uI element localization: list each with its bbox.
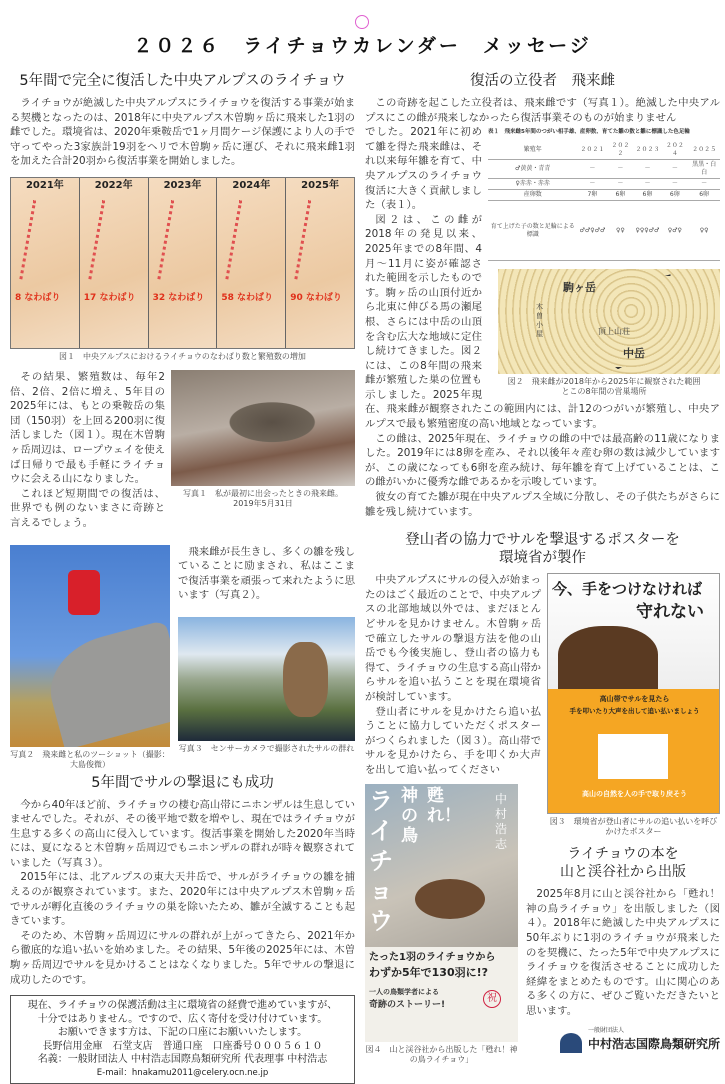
paragraph: そのため、木曽駒ヶ岳周辺にサルの群れが上がってきたら、2021年から徹底的な追い払いを始めました。その結果、5年後の2025年には、木曽駒ヶ岳周辺でサルを見かけることはなくなりました。5年でサルの撃退に成功したのです。 <box>10 929 355 986</box>
donation-line: 十分ではありません。ですので、広く寄付を受け付けています。 <box>37 1013 328 1025</box>
book-tagline: たった1羽のライチョウから <box>369 951 496 963</box>
book-title: 甦れ！ <box>427 785 461 826</box>
figure2-caption: 図２ 飛来雌が2018年から2025年に観察された範囲とこの8年間の営巣場所 <box>507 377 701 397</box>
territory-count: 90 なわばり <box>290 292 342 303</box>
heading-line: 登山者の協力でサルを撃退するポスターを <box>405 532 680 549</box>
institute-logo <box>560 1027 720 1059</box>
table1 <box>488 128 720 261</box>
poster-figure <box>547 573 720 837</box>
figure-range-map <box>498 269 720 374</box>
territory-count: 58 なわばり <box>221 292 274 303</box>
paragraph: 図２は、この雌が2018年の発見以来、2025年までの8年間、4月～11月に姿が確認された範囲を示したものです。駒ヶ岳の山頂付近から北東に伸びる馬の瀬尾根、さらには中岳の山頂を含む広大な地域に定住し続けてきました。図２には、この8年間の飛来雌が繁殖した巣の位置も示しました。2025年現在、飛来雌が観察されたこの範囲内には、計12のつがいが繁殖し、中央アルプスで最も繁殖密度の高い地域となっています。 <box>365 213 720 431</box>
female-section <box>365 125 720 519</box>
bird-logo-icon <box>560 1033 582 1053</box>
book-title: 神の鳥 <box>401 785 418 846</box>
heading-monkey: 5年間でサルの撃退にも成功 <box>91 774 274 791</box>
donation-line: お願いできます方は、下記の口座にお願いいたします。 <box>57 1027 308 1039</box>
paragraph: 中央アルプスにサルの侵入が始まったのはごく最近のことで、中央アルプスの北部地域以外では、まだほとんどサルを見かけません。木曽駒ヶ岳で確立したサルの撃退方法を他の山岳でも今後実施し、登山者の協力も得て、ライチョウの生息する高山帯からサルを追い払うことを現在環境省が検討しています。 <box>365 574 542 703</box>
table-title: 表１ 飛来雌5年間のつがい相手雄、産卵数、育てた雛の数と雛に標識した色足輪 <box>488 129 690 136</box>
figure-territory-maps <box>10 177 355 349</box>
paragraph: 2025年8月に山と渓谷社から「甦れ！神の鳥ライチョウ」を出版しました（図４）。2018年に絶滅した中央アルプスに50年ぶりに1羽のライチョウが飛来したのを契機に、たった5年で中央アルプスにライチョウを復活させることに成功した経緯をまとめたものです。山に関心のある多くの方に、ぜひご覧いただきたいと思います。 <box>526 888 720 1017</box>
bank-account: 長野信用金庫 石堂支店 普通口座 口座番号０００５６１０ <box>42 1040 323 1052</box>
photo3-block <box>178 545 355 754</box>
photo3-caption: 写真３ センサーカメラで撮影されたサルの群れ <box>178 743 355 753</box>
marker-circle <box>355 15 369 29</box>
poster-text: 手を叩いたり大声を出して追い払いましょう <box>569 707 700 716</box>
territory-count: 8 なわばり <box>15 292 61 303</box>
book-tagline: 一人の鳥類学者による <box>369 987 439 996</box>
paragraph: この奇跡を起こした立役者は、飛来雌です（写真１）。絶滅した中央アルプスにこの雌が飛来しなかったら復活事業そのものが始まりません <box>365 97 720 124</box>
territory-count: 17 なわばり <box>83 292 136 303</box>
table-header-row: 繁殖年 ２０２１ ２０２２ ２０２３ ２０２４ ２０２５ <box>488 141 720 160</box>
poster-book-section <box>365 573 720 1064</box>
book-tagline: 奇跡のストーリー! <box>369 999 446 1010</box>
photo2-section <box>10 545 355 770</box>
paragraph: 登山者にサルを見かけたら追い払うことに協力していただくポスターがつくられました（図３）。高山帯でサルを見かけたら、手を叩くか大声を出して追い払ってください <box>365 705 541 776</box>
map-year: 2023年 <box>163 179 202 191</box>
photo-ptarmigan <box>171 370 355 486</box>
book-tagline: わずか5年で130羽に!? <box>369 965 489 979</box>
paragraph <box>365 432 720 490</box>
poster-text: 高山帯でサルを見たら <box>599 695 670 704</box>
paragraph: でした。2021年に初めて雛を得た飛来雌は、それ以来毎年雛を育て、中央アルプスのライチョウ復活に大きく貢献しました（表１）。 <box>365 126 482 212</box>
left-column <box>10 68 355 1084</box>
photo2-caption: 写真２ 飛来雌と私のツーショット（撮影：大島俊微） <box>10 749 170 769</box>
paragraph: 今から40年ほど前、ライチョウの棲む高山帯にニホンザルは生息していませんでした。それが、その後平地で数を増やし、現在ではライチョウが生息する多くの高山に侵入しています。復活事業を開始した2020年当時には、夏になると木曽駒ヶ岳周辺でもニホンザルの群れが時々観察されていました（写真３）。 <box>10 798 355 869</box>
figure1-caption: 図１ 中央アルプスにおけるライチョウのなわばり数と繁殖数の増加 <box>59 351 306 361</box>
territory-count: 32 なわばり <box>152 292 205 303</box>
poster-headline: 今、手をつけなければ <box>552 580 703 599</box>
book-figure <box>365 784 518 1065</box>
poster-image <box>547 573 720 814</box>
photo1-figure <box>171 370 355 509</box>
paragraph: 彼女の育てた雛が現在中央アルプス全域に分散し、その子供たちがさらに雛を残し続けています。 <box>365 491 720 518</box>
heading-line: 山と渓谷社から出版 <box>560 864 686 881</box>
table-and-map <box>488 128 720 397</box>
map-year: 2022年 <box>94 179 133 191</box>
map-year: 2025年 <box>301 179 339 191</box>
map-label: 駒ヶ岳 <box>563 281 596 295</box>
poster-footer: 高山の自然を人の手で取り戻そう <box>582 790 687 799</box>
photo1-date: 2019年5月31日 <box>233 498 293 508</box>
photo-two-shot <box>10 545 170 747</box>
figure4-caption: 図４ 山と渓谷社から出版した「甦れ！神の鳥ライチョウ」 <box>365 1044 518 1064</box>
account-name: 名義：一般財団法人 中村浩志国際鳥類研究所 代表理事 中村浩志 <box>37 1054 328 1066</box>
photo-monkeys <box>178 617 355 741</box>
paragraph: これほど短期間での復活は、世界でも例のないまさに奇跡と言えるでしょう。 <box>10 487 165 529</box>
book-badge: 祝 <box>483 990 501 1008</box>
table-row: 産卵数 7卵 6卵 6卵 6卵 6卵 <box>488 190 720 201</box>
logo-name: 中村浩志国際鳥類研究所 <box>588 1036 721 1051</box>
photo2-figure <box>10 545 170 770</box>
book-author: 中村浩志 <box>495 791 508 851</box>
paragraph: 飛来雌が長生きし、多くの雛を残していることに励まされ、私はここまで復活事業を頑張って来れたように思います（写真２）。 <box>178 545 355 602</box>
table-row: ♀赤赤・赤赤 － － － － － <box>488 179 720 190</box>
paragraph: ライチョウが絶滅した中央アルプスにライチョウを復活する事業が始まる契機となったのは、2018年に中央アルプス木曽駒ヶ岳に飛来した1羽の雌でした。環境省は、2020年乗鞍岳で1ヶ月間ケージ保護により人の手で守ってやった3家族計19羽をヘリで木曽駒ヶ岳に運び、それに飛来雌1羽を加えた合計20羽から復活事業を開始しました。 <box>10 97 355 168</box>
map-label: 頂上山荘 <box>598 327 630 337</box>
photo1-section <box>10 370 355 531</box>
page-title: ２０２６ ライチョウカレンダー メッセージ <box>133 35 592 57</box>
book-cover <box>365 784 518 1042</box>
paragraph: その結果、繁殖数は、毎年2倍、2倍、2倍に増え、5年目の2025年には、もとの乗鞍岳の集団（150羽）を上回る200羽に復活しました（図１）。現在木曽駒ヶ岳周辺は、ロープウェイを使えば日帰りで最も手軽にライチョウに会える山になりました。 <box>10 370 165 486</box>
paragraph-part: この雌は、2025年現在、 <box>375 432 497 445</box>
map-label: 中岳 <box>623 347 645 361</box>
book-title: ライチョウ <box>369 786 393 935</box>
donation-box <box>10 995 355 1084</box>
heading-revival: 5年間で完全に復活した中央アルプスのライチョウ <box>19 73 346 89</box>
heading-female: 復活の立役者 飛来雌 <box>470 73 615 89</box>
email[interactable]: E-mail：hnakamu2011@celery.ocn.ne.jp <box>96 1067 269 1078</box>
right-column <box>365 68 720 1065</box>
table-row: 育て上げた子の数と足輪による標識 ♂♂♀♂♂ ♀♀ ♀♀♀♂♂ ♀♂♀ ♀♀ <box>488 201 720 261</box>
map-year: 2024年 <box>232 179 271 191</box>
figure3-caption: 図３ 環境省が登山者にサルの追い払いを呼びかけたポスター <box>549 817 718 837</box>
heading-poster <box>365 531 720 567</box>
heading-line: ライチョウの本を <box>567 846 679 863</box>
logo-subtitle: 一般財団法人 <box>588 1026 625 1034</box>
photo1-caption: 写真１ 私が最初に出会ったときの飛来雌。 <box>183 488 343 498</box>
heading-line: 環境省が製作 <box>499 550 586 567</box>
paragraph-part: ライチョウの雌の中では最高齢の11歳になりました。2019年には8卵を産み、それ以後年々産む卵の数は減少していますが、この歳になっても6卵を産み続け、毎年雛を育て上げていることは、この雌がいかに優秀な雌であるかを示唆しています。 <box>365 432 720 489</box>
table-row: ♂黄黄・青青 － － － － 黒黒・白白 <box>488 160 720 179</box>
map-year: 2021年 <box>25 179 64 191</box>
map-label: 木曽小屋 <box>536 303 543 339</box>
donation-line: 現在、ライチョウの保護活動は主に環境省の経費で進めていますが、 <box>27 1000 338 1012</box>
poster-headline: 守れない <box>636 602 704 623</box>
paragraph: 2015年には、北アルプスの東大天井岳で、サルがライチョウの雛を捕えるのが観察されています。また、2020年には中央アルプス木曽駒ヶ岳でサルが孵化直後のライチョウの巣を除いたため、雛が全滅することも起きています。 <box>10 871 355 928</box>
